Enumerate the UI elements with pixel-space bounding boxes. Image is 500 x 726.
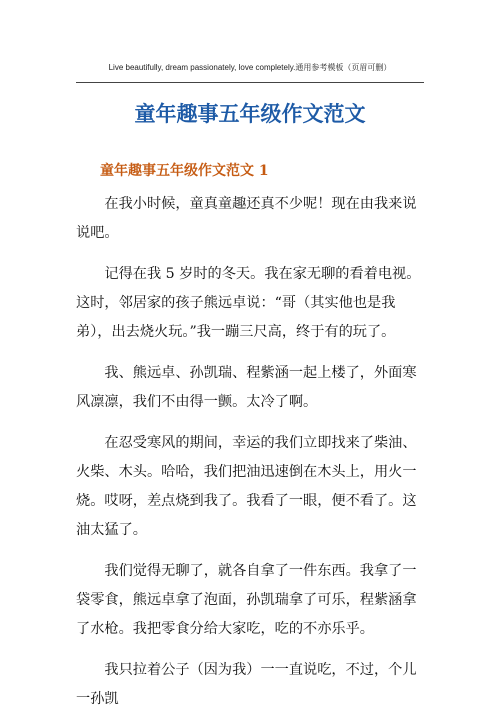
- section-heading: 童年趣事五年级作文范文 1: [100, 163, 269, 179]
- essay-body: [76, 190, 426, 726]
- paragraph: 我、熊远卓、孙凯瑞、程紫涵一起上楼了，外面寒风凛凛，我们不由得一颤。太冷了啊。: [76, 365, 417, 410]
- paragraph: 我只拉着公子（因为我）一一直说吃，不过，个儿一孙凯: [76, 662, 417, 707]
- document-title: 童年趣事五年级作文范文: [134, 101, 366, 126]
- paragraph: 我们觉得无聊了，就各自拿了一件东西。我拿了一袋零食，熊远卓拿了泡面，孙凯瑞拿了可乐，程紫涵拿了水枪。我把零食分给大家吃，吃的不亦乐乎。: [76, 563, 417, 637]
- header-divider: [76, 82, 424, 83]
- paragraph: 在我小时候，童真童趣还真不少呢！现在由我来说说吧。: [76, 196, 417, 241]
- paragraph: 在忍受寒风的期间，幸运的我们立即找来了柴油、火柴、木头。哈哈，我们把油迅速倒在木头上，用火一烧。哎呀，差点烧到我了。我看了一眼，便不看了。这油太猛了。: [76, 435, 417, 538]
- page-header-note: Live beautifully, dream passionately, love completely.通用参考模板（页眉可删）: [108, 63, 392, 72]
- paragraph: 记得在我 5 岁时的冬天。我在家无聊的看着电视。这时，邻居家的孩子熊远卓说：“哥（其实他也是我弟），出去烧火玩。”我一蹦三尺高，终于有的玩了。: [76, 266, 421, 340]
